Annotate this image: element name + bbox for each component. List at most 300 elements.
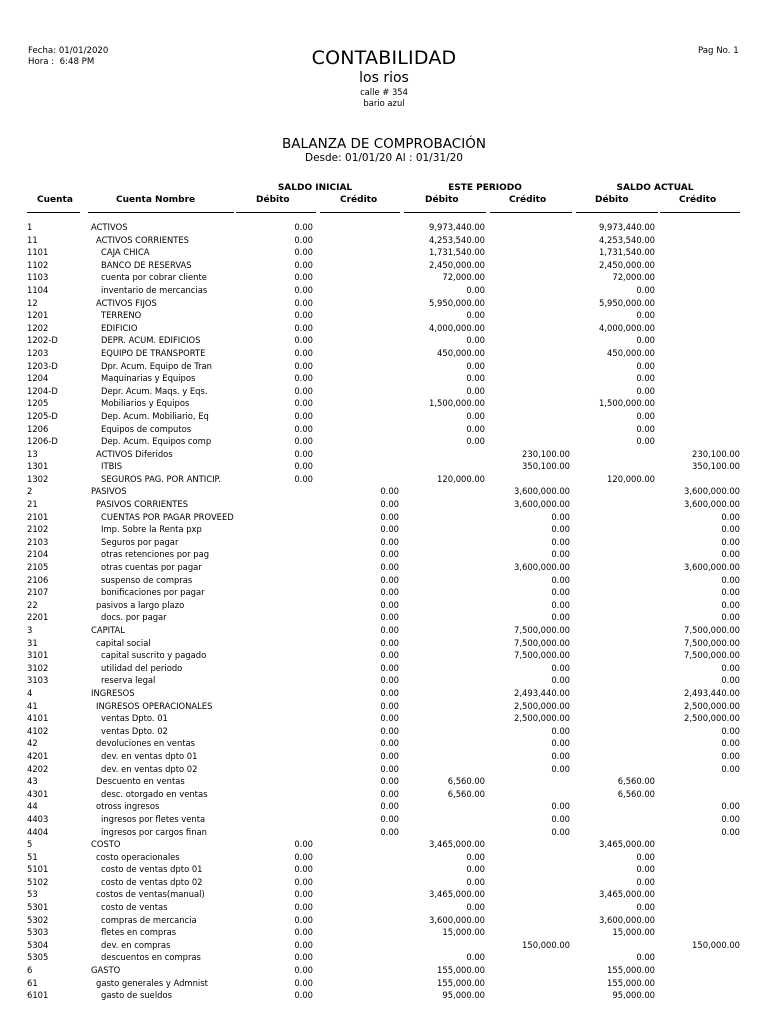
amount-actual-credito: 3,600,000.00 <box>684 562 740 573</box>
amount-periodo-credito: 150,000.00 <box>522 939 570 950</box>
account-code: 5102 <box>27 876 49 887</box>
account-name: costo operacionales <box>96 851 180 862</box>
amount-inicial-debito: 0.00 <box>294 461 313 472</box>
table-row <box>0 460 768 473</box>
amount-inicial-debito: 0.00 <box>294 851 313 862</box>
amount-inicial-credito: 0.00 <box>380 687 399 698</box>
amount-actual-debito: 9,973,440.00 <box>599 222 655 232</box>
amount-inicial-debito: 0.00 <box>294 234 313 245</box>
header-rule-actual-credito <box>660 212 740 213</box>
account-code: 3102 <box>27 662 49 673</box>
amount-actual-debito: 4,000,000.00 <box>599 322 655 333</box>
account-code: 1202-D <box>27 335 58 346</box>
amount-inicial-credito: 0.00 <box>380 826 399 837</box>
amount-inicial-credito: 0.00 <box>380 587 399 598</box>
amount-periodo-credito: 0.00 <box>551 587 570 598</box>
table-row <box>0 397 768 410</box>
amount-actual-credito: 0.00 <box>721 599 740 610</box>
table-row <box>0 712 768 725</box>
amount-periodo-credito: 0.00 <box>551 813 570 824</box>
col-periodo-credito: Crédito <box>509 195 547 205</box>
table-row <box>0 586 768 599</box>
page-number: Pag No. 1 <box>698 46 739 56</box>
account-name: descuentos en compras <box>101 952 201 963</box>
amount-inicial-debito: 0.00 <box>294 977 313 988</box>
amount-inicial-credito: 0.00 <box>380 612 399 623</box>
account-name: SEGUROS PAG. POR ANTICIP. <box>101 473 221 484</box>
account-code: 2103 <box>27 536 49 547</box>
amount-periodo-credito: 2,500,000.00 <box>514 700 570 711</box>
account-code: 12 <box>27 297 38 308</box>
table-row <box>0 511 768 524</box>
table-row <box>0 561 768 574</box>
table-row <box>0 687 768 700</box>
table-row <box>0 523 768 536</box>
amount-periodo-credito: 0.00 <box>551 536 570 547</box>
table-row <box>0 410 768 423</box>
amount-actual-credito: 7,500,000.00 <box>684 637 740 648</box>
company-header <box>0 46 768 109</box>
amount-inicial-credito: 0.00 <box>380 625 399 635</box>
account-code: 41 <box>27 700 38 711</box>
amount-periodo-credito: 7,500,000.00 <box>514 650 570 661</box>
amount-actual-debito: 0.00 <box>636 902 655 913</box>
amount-actual-debito: 4,253,540.00 <box>599 234 655 245</box>
account-code: 5303 <box>27 927 49 938</box>
account-code: 2102 <box>27 524 49 535</box>
amount-actual-credito: 0.00 <box>721 738 740 749</box>
account-name: cuenta por cobrar cliente <box>101 272 207 283</box>
amount-actual-credito: 0.00 <box>721 612 740 623</box>
amount-periodo-debito: 0.00 <box>466 385 485 396</box>
amount-actual-debito: 155,000.00 <box>607 977 655 988</box>
address-line-1: calle # 354 <box>360 87 408 97</box>
account-name: TERRENO <box>101 310 142 321</box>
account-name: ACTIVOS <box>91 222 128 232</box>
amount-inicial-debito: 0.00 <box>294 247 313 258</box>
table-row <box>0 624 768 637</box>
table-row <box>0 700 768 713</box>
amount-periodo-debito: 4,253,540.00 <box>429 234 485 245</box>
table-row <box>0 951 768 964</box>
account-code: 4 <box>27 687 33 698</box>
amount-periodo-debito: 4,000,000.00 <box>429 322 485 333</box>
table-row <box>0 964 768 977</box>
header-rule-periodo-credito <box>490 212 572 213</box>
account-name: gasto de sueldos <box>101 990 172 1001</box>
amount-periodo-credito: 0.00 <box>551 763 570 774</box>
account-code: 1101 <box>27 247 49 258</box>
account-code: 51 <box>27 851 38 862</box>
amount-actual-debito: 0.00 <box>636 952 655 963</box>
account-name: ITBIS <box>101 461 123 472</box>
account-code: 42 <box>27 738 38 749</box>
amount-periodo-credito: 350,100.00 <box>522 461 570 472</box>
amount-actual-credito: 2,493,440.00 <box>684 687 740 698</box>
account-name: Equipos de computos <box>101 423 192 434</box>
account-name: Seguros por pagar <box>101 536 179 547</box>
amount-actual-credito: 0.00 <box>721 675 740 686</box>
table-row <box>0 498 768 511</box>
amount-inicial-credito: 0.00 <box>380 536 399 547</box>
amount-actual-credito: 0.00 <box>721 587 740 598</box>
account-code: 44 <box>27 801 38 812</box>
account-name: otras cuentas por pagar <box>101 562 202 573</box>
table-row <box>0 548 768 561</box>
amount-periodo-debito: 0.00 <box>466 310 485 321</box>
amount-inicial-debito: 0.00 <box>294 410 313 421</box>
amount-periodo-credito: 0.00 <box>551 675 570 686</box>
amount-actual-debito: 0.00 <box>636 423 655 434</box>
account-code: 2106 <box>27 574 49 585</box>
table-row <box>0 259 768 272</box>
amount-periodo-debito: 0.00 <box>466 360 485 371</box>
amount-actual-credito: 0.00 <box>721 813 740 824</box>
amount-inicial-debito: 0.00 <box>294 902 313 913</box>
account-name: bonificaciones por pagar <box>101 587 205 598</box>
account-name: CUENTAS POR PAGAR PROVEED <box>101 511 234 522</box>
amount-inicial-credito: 0.00 <box>380 738 399 749</box>
account-code: 2101 <box>27 511 49 522</box>
table-row <box>0 448 768 461</box>
table-row <box>0 385 768 398</box>
amount-periodo-debito: 5,950,000.00 <box>429 297 485 308</box>
account-code: 4201 <box>27 750 49 761</box>
account-code: 4403 <box>27 813 49 824</box>
group-este-periodo: ESTE PERIODO <box>448 183 522 193</box>
amount-periodo-credito: 0.00 <box>551 826 570 837</box>
account-code: 4102 <box>27 725 49 736</box>
amount-periodo-debito: 0.00 <box>466 373 485 384</box>
account-table-body <box>0 221 768 1002</box>
amount-actual-credito: 0.00 <box>721 524 740 535</box>
amount-actual-credito: 0.00 <box>721 826 740 837</box>
account-name: DEPR. ACUM. EDIFICIOS <box>101 335 201 346</box>
account-name: inventario de mercancias <box>101 284 208 295</box>
account-name: Dep. Acum. Mobiliario, Eq <box>101 410 209 421</box>
header-rule-cuenta <box>27 212 80 213</box>
account-code: 3103 <box>27 675 49 686</box>
amount-periodo-credito: 2,493,440.00 <box>514 687 570 698</box>
amount-periodo-credito: 0.00 <box>551 549 570 560</box>
amount-actual-credito: 2,500,000.00 <box>684 713 740 724</box>
amount-actual-debito: 0.00 <box>636 876 655 887</box>
account-name: EDIFICIO <box>101 322 138 333</box>
amount-inicial-credito: 0.00 <box>380 637 399 648</box>
amount-actual-debito: 6,560.00 <box>617 788 655 799</box>
group-saldo-inicial: SALDO INICIAL <box>277 183 353 193</box>
col-cuenta: Cuenta <box>37 195 73 205</box>
amount-inicial-debito: 0.00 <box>294 297 313 308</box>
account-name: BANCO DE RESERVAS <box>101 259 192 270</box>
account-name: Imp. Sobre la Renta pxp <box>101 524 202 535</box>
amount-inicial-credito: 0.00 <box>380 750 399 761</box>
report-date-range: Desde: 01/01/20 Al : 01/31/20 <box>305 152 463 164</box>
table-row <box>0 360 768 373</box>
amount-inicial-credito: 0.00 <box>380 801 399 812</box>
amount-actual-debito: 15,000.00 <box>612 927 655 938</box>
amount-actual-credito: 230,100.00 <box>692 448 740 459</box>
table-row <box>0 347 768 360</box>
amount-actual-credito: 3,600,000.00 <box>684 499 740 510</box>
amount-actual-debito: 95,000.00 <box>612 990 655 1001</box>
account-name: Dpr. Acum. Equipo de Tran <box>101 360 212 371</box>
amount-periodo-credito: 0.00 <box>551 574 570 585</box>
account-name: GASTO <box>91 965 121 976</box>
amount-inicial-debito: 0.00 <box>294 385 313 396</box>
table-row <box>0 838 768 851</box>
amount-inicial-credito: 0.00 <box>380 763 399 774</box>
table-row <box>0 989 768 1002</box>
amount-periodo-credito: 7,500,000.00 <box>514 625 570 635</box>
table-row <box>0 423 768 436</box>
amount-actual-credito: 7,500,000.00 <box>684 625 740 635</box>
amount-periodo-credito: 0.00 <box>551 750 570 761</box>
account-code: 4301 <box>27 788 49 799</box>
table-row <box>0 863 768 876</box>
table-row <box>0 246 768 259</box>
account-code: 1206-D <box>27 436 58 447</box>
amount-inicial-debito: 0.00 <box>294 990 313 1001</box>
account-name: EQUIPO DE TRANSPORTE <box>101 347 206 358</box>
amount-inicial-debito: 0.00 <box>294 448 313 459</box>
account-name: dev. en compras <box>101 939 171 950</box>
amount-actual-credito: 150,000.00 <box>692 939 740 950</box>
account-name: ingresos por cargos finan <box>101 826 207 837</box>
account-code: 5304 <box>27 939 49 950</box>
account-code: 1201 <box>27 310 49 321</box>
amount-actual-debito: 0.00 <box>636 373 655 384</box>
account-code: 1103 <box>27 272 49 283</box>
account-name: Mobiliarios y Equipos <box>101 398 190 409</box>
table-row <box>0 574 768 587</box>
amount-actual-debito: 3,465,000.00 <box>599 889 655 900</box>
account-name: ACTIVOS FIJOS <box>96 297 157 308</box>
account-code: 1203 <box>27 347 49 358</box>
account-name: reserva legal <box>101 675 156 686</box>
amount-actual-debito: 3,600,000.00 <box>599 914 655 925</box>
account-name: Maquinarias y Equipos <box>101 373 196 384</box>
amount-periodo-credito: 0.00 <box>551 612 570 623</box>
table-row <box>0 322 768 335</box>
table-row <box>0 876 768 889</box>
amount-inicial-debito: 0.00 <box>294 927 313 938</box>
account-name: ACTIVOS CORRIENTES <box>96 234 189 245</box>
amount-actual-credito: 0.00 <box>721 801 740 812</box>
amount-periodo-credito: 0.00 <box>551 599 570 610</box>
amount-inicial-credito: 0.00 <box>380 813 399 824</box>
amount-periodo-credito: 3,600,000.00 <box>514 486 570 497</box>
table-row <box>0 851 768 864</box>
amount-actual-debito: 5,950,000.00 <box>599 297 655 308</box>
amount-periodo-debito: 3,465,000.00 <box>429 889 485 900</box>
header-rule-nombre <box>88 212 234 213</box>
company-name: CONTABILIDAD <box>311 47 457 69</box>
account-code: 1104 <box>27 284 49 295</box>
amount-inicial-credito: 0.00 <box>380 499 399 510</box>
amount-inicial-debito: 0.00 <box>294 864 313 875</box>
amount-periodo-debito: 95,000.00 <box>442 990 485 1001</box>
amount-inicial-debito: 0.00 <box>294 965 313 976</box>
account-code: 1204 <box>27 373 49 384</box>
amount-inicial-credito: 0.00 <box>380 662 399 673</box>
table-row <box>0 473 768 486</box>
amount-actual-credito: 0.00 <box>721 511 740 522</box>
table-row <box>0 536 768 549</box>
amount-periodo-debito: 155,000.00 <box>437 965 485 976</box>
account-name: INGRESOS <box>91 687 135 698</box>
account-code: 1302 <box>27 473 49 484</box>
amount-inicial-credito: 0.00 <box>380 599 399 610</box>
account-name: utilidad del periodo <box>101 662 183 673</box>
table-row <box>0 737 768 750</box>
amount-actual-debito: 0.00 <box>636 335 655 346</box>
account-code: 31 <box>27 637 38 648</box>
company-subtitle: los rios <box>359 70 409 86</box>
amount-inicial-debito: 0.00 <box>294 310 313 321</box>
amount-inicial-debito: 0.00 <box>294 398 313 409</box>
amount-inicial-credito: 0.00 <box>380 650 399 661</box>
table-row <box>0 334 768 347</box>
account-name: dev. en ventas dpto 01 <box>101 750 198 761</box>
amount-actual-credito: 2,500,000.00 <box>684 700 740 711</box>
account-code: 53 <box>27 889 38 900</box>
account-code: 4202 <box>27 763 49 774</box>
amount-periodo-credito: 230,100.00 <box>522 448 570 459</box>
account-name: desc. otorgado en ventas <box>101 788 208 799</box>
table-row <box>0 939 768 952</box>
amount-periodo-credito: 3,600,000.00 <box>514 499 570 510</box>
amount-inicial-debito: 0.00 <box>294 347 313 358</box>
account-code: 5101 <box>27 864 49 875</box>
amount-periodo-credito: 0.00 <box>551 511 570 522</box>
table-row <box>0 813 768 826</box>
account-name: dev. en ventas dpto 02 <box>101 763 198 774</box>
amount-periodo-debito: 72,000.00 <box>442 272 485 283</box>
amount-actual-credito: 0.00 <box>721 549 740 560</box>
amount-periodo-debito: 450,000.00 <box>437 347 485 358</box>
amount-inicial-debito: 0.00 <box>294 272 313 283</box>
amount-periodo-debito: 0.00 <box>466 436 485 447</box>
account-name: Dep. Acum. Equipos comp <box>101 436 212 447</box>
amount-actual-credito: 0.00 <box>721 725 740 736</box>
table-row <box>0 599 768 612</box>
amount-periodo-credito: 2,500,000.00 <box>514 713 570 724</box>
account-code: 5301 <box>27 902 49 913</box>
account-name: COSTO <box>91 839 121 850</box>
account-name: INGRESOS OPERACIONALES <box>96 700 213 711</box>
table-row <box>0 826 768 839</box>
amount-inicial-debito: 0.00 <box>294 373 313 384</box>
amount-inicial-credito: 0.00 <box>380 713 399 724</box>
account-code: 5302 <box>27 914 49 925</box>
account-name: CAJA CHICA <box>101 247 150 258</box>
table-row <box>0 649 768 662</box>
amount-periodo-debito: 120,000.00 <box>437 473 485 484</box>
amount-periodo-debito: 0.00 <box>466 876 485 887</box>
group-saldo-actual: SALDO ACTUAL <box>616 183 694 193</box>
address-line-2: bario azul <box>363 98 405 108</box>
amount-inicial-debito: 0.00 <box>294 335 313 346</box>
amount-actual-debito: 0.00 <box>636 864 655 875</box>
amount-inicial-debito: 0.00 <box>294 423 313 434</box>
amount-periodo-debito: 3,465,000.00 <box>429 839 485 850</box>
table-row <box>0 221 768 234</box>
account-code: 2105 <box>27 562 49 573</box>
account-name: docs. por pagar <box>101 612 167 623</box>
amount-inicial-debito: 0.00 <box>294 839 313 850</box>
account-name: ventas Dpto. 01 <box>101 713 168 724</box>
account-name: suspenso de compras <box>101 574 193 585</box>
table-row <box>0 914 768 927</box>
amount-inicial-credito: 0.00 <box>380 574 399 585</box>
amount-periodo-debito: 0.00 <box>466 423 485 434</box>
account-name: costos de ventas(manual) <box>96 889 205 900</box>
amount-actual-debito: 0.00 <box>636 851 655 862</box>
table-row <box>0 234 768 247</box>
amount-periodo-debito: 155,000.00 <box>437 977 485 988</box>
account-name: otross ingresos <box>96 801 160 812</box>
account-code: 43 <box>27 776 38 787</box>
amount-actual-debito: 155,000.00 <box>607 965 655 976</box>
amount-actual-debito: 0.00 <box>636 436 655 447</box>
amount-actual-debito: 0.00 <box>636 360 655 371</box>
account-name: PASIVOS CORRIENTES <box>96 499 189 510</box>
account-name: capital social <box>96 637 151 648</box>
table-row <box>0 800 768 813</box>
amount-actual-debito: 1,500,000.00 <box>599 398 655 409</box>
table-row <box>0 271 768 284</box>
amount-inicial-debito: 0.00 <box>294 889 313 900</box>
account-code: 1205-D <box>27 410 58 421</box>
amount-inicial-debito: 0.00 <box>294 914 313 925</box>
account-code: 13 <box>27 448 38 459</box>
amount-actual-credito: 0.00 <box>721 750 740 761</box>
amount-actual-credito: 0.00 <box>721 763 740 774</box>
table-row <box>0 637 768 650</box>
amount-periodo-debito: 3,600,000.00 <box>429 914 485 925</box>
amount-actual-debito: 0.00 <box>636 284 655 295</box>
header-rule-inicial-credito <box>320 212 400 213</box>
account-code: 6 <box>27 965 33 976</box>
col-cuenta-nombre: Cuenta Nombre <box>116 195 196 205</box>
account-name: ACTIVOS Diferidos <box>96 448 173 459</box>
amount-inicial-credito: 0.00 <box>380 511 399 522</box>
amount-periodo-debito: 6,560.00 <box>447 788 485 799</box>
account-code: 5305 <box>27 952 49 963</box>
amount-inicial-debito: 0.00 <box>294 876 313 887</box>
account-code: 1301 <box>27 461 49 472</box>
amount-actual-credito: 0.00 <box>721 662 740 673</box>
amount-periodo-debito: 9,973,440.00 <box>429 222 485 232</box>
amount-actual-debito: 0.00 <box>636 385 655 396</box>
amount-actual-credito: 3,600,000.00 <box>684 486 740 497</box>
amount-inicial-debito: 0.00 <box>294 436 313 447</box>
table-row <box>0 284 768 297</box>
table-row <box>0 725 768 738</box>
account-name: CAPITAL <box>91 625 125 635</box>
account-name: costo de ventas dpto 02 <box>101 876 203 887</box>
amount-actual-debito: 450,000.00 <box>607 347 655 358</box>
account-code: 4404 <box>27 826 49 837</box>
amount-periodo-debito: 0.00 <box>466 902 485 913</box>
amount-inicial-credito: 0.00 <box>380 524 399 535</box>
account-code: 1102 <box>27 259 49 270</box>
amount-periodo-debito: 0.00 <box>466 851 485 862</box>
amount-inicial-credito: 0.00 <box>380 725 399 736</box>
amount-inicial-debito: 0.00 <box>294 284 313 295</box>
account-name: ventas Dpto. 02 <box>101 725 168 736</box>
